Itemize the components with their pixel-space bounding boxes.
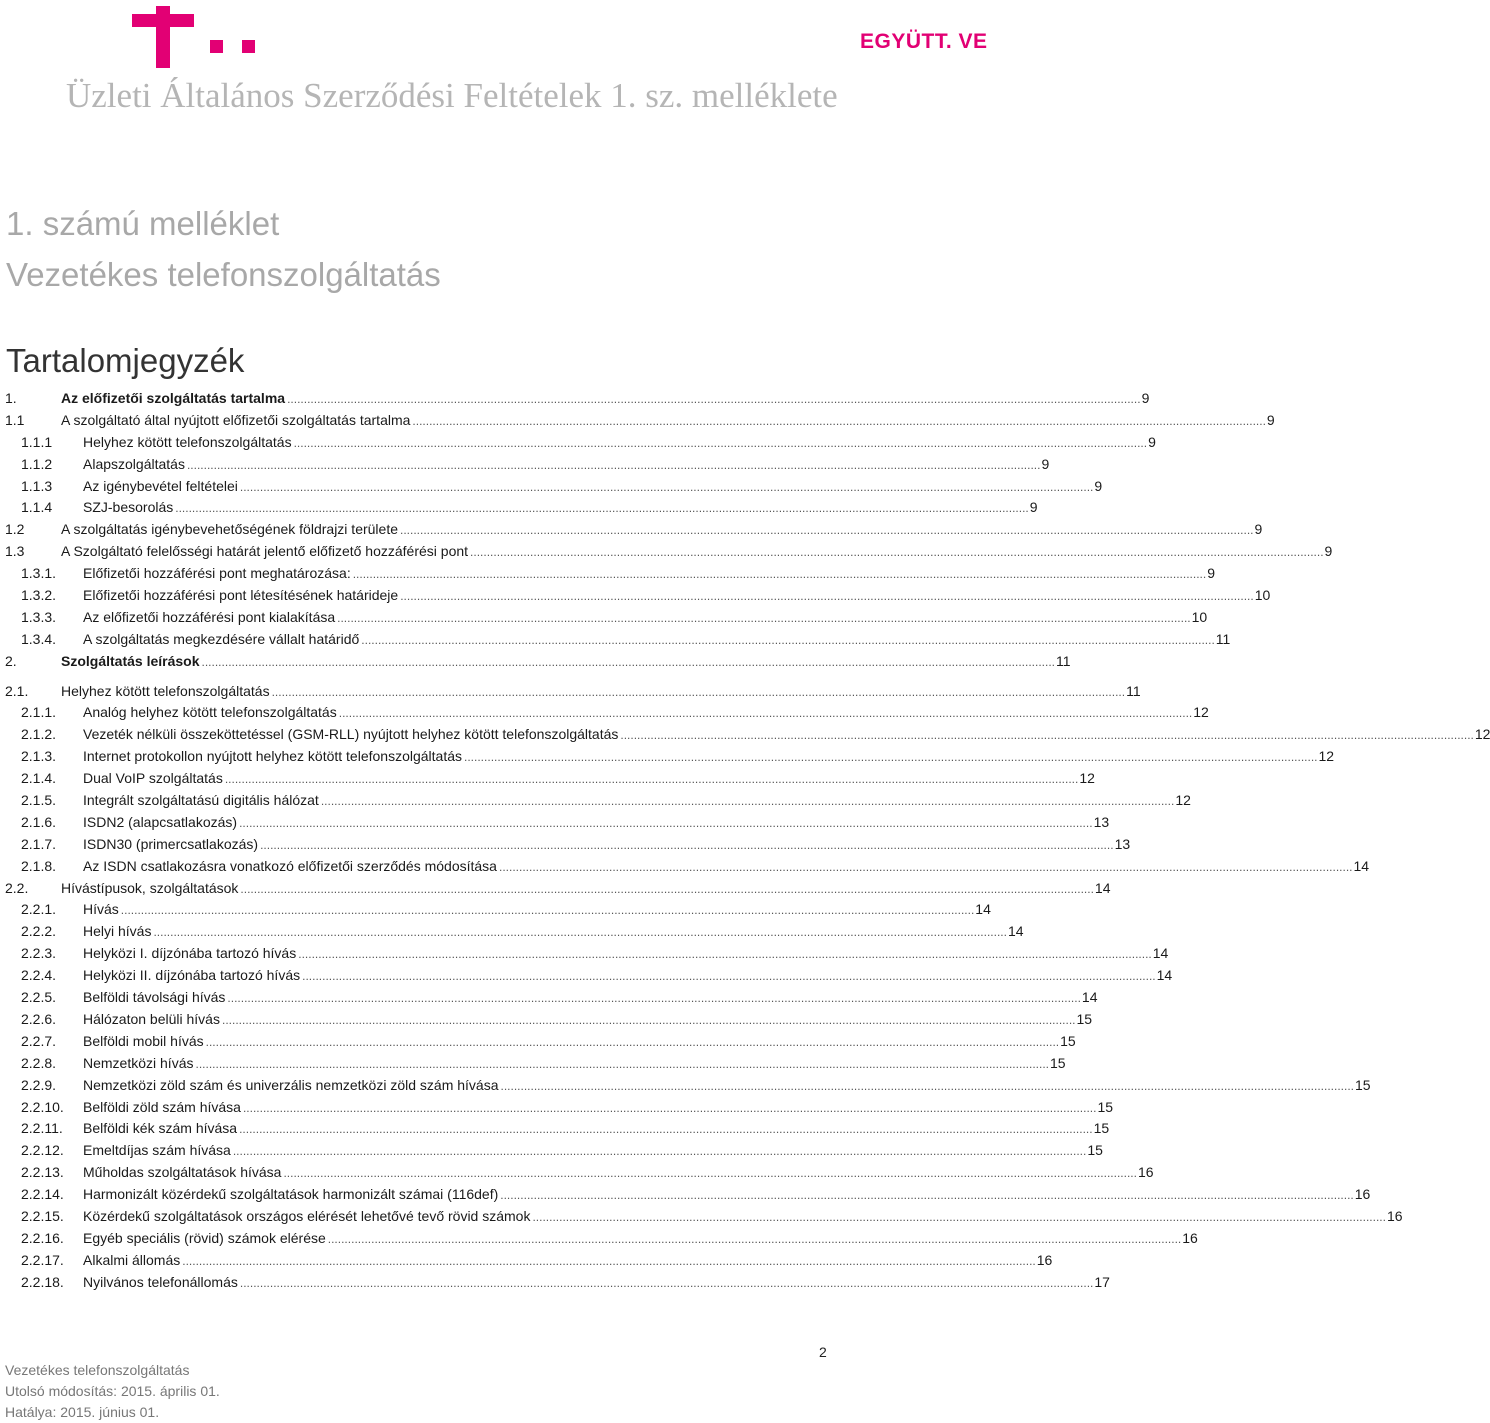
toc-entry-page: 16	[1182, 1229, 1198, 1246]
toc-entry-number: 1.3.4.	[21, 630, 57, 647]
toc-entry[interactable]	[5, 1184, 1371, 1206]
toc-entry-title: Internet protokollon nyújtott helyhez kötött telefonszolgáltatás	[83, 748, 463, 765]
toc-entry-title: Dual VoIP szolgáltatás	[83, 770, 223, 787]
annex-subject: Vezetékes telefonszolgáltatás	[6, 256, 441, 293]
toc-entry-title: Emeltdíjas szám hívása	[83, 1142, 231, 1159]
toc-entry-title: Helyi hívás	[83, 923, 152, 940]
toc-entry[interactable]	[5, 1162, 1154, 1184]
toc-leader-dots	[361, 630, 1215, 652]
toc-leader-dots	[206, 1032, 1060, 1054]
toc-leader-dots	[243, 1098, 1097, 1120]
toc-entry-number: 2.2.11.	[21, 1120, 63, 1137]
toc-leader-dots	[153, 922, 1007, 944]
toc-entry-number: 1.1.3	[21, 477, 53, 494]
toc-entry-title: Hálózaton belüli hívás	[83, 1010, 220, 1027]
toc-entry-title: Az előfizetői szolgáltatás tartalma	[61, 390, 286, 406]
footer-effective-date: Hatálya: 2015. június 01.	[5, 1404, 160, 1420]
toc-entry-number: 2.2.1.	[21, 901, 57, 918]
toc-entry-number: 2.2.6.	[21, 1010, 57, 1027]
toc-entry-page: 11	[1126, 682, 1141, 699]
toc-leader-dots	[240, 477, 1094, 499]
toc-leader-dots	[500, 1185, 1354, 1207]
toc-leader-dots	[240, 879, 1094, 901]
toc-entry[interactable]	[5, 432, 1156, 454]
toc-entry-page: 13	[1114, 835, 1131, 852]
toc-entry[interactable]	[5, 943, 1169, 965]
toc-entry-page: 14	[1007, 923, 1024, 940]
toc-entry-page: 12	[1175, 792, 1191, 809]
toc-leader-dots	[470, 542, 1324, 564]
toc-entry-number: 2.2.18.	[21, 1273, 64, 1290]
toc-entry-title: Belföldi távolsági hívás	[83, 989, 226, 1006]
toc-entry-page: 9	[1148, 433, 1156, 450]
toc-leader-dots	[239, 1119, 1093, 1141]
toc-entry-title: Hívástípusok, szolgáltatások	[61, 879, 239, 896]
toc-entry-number: 2.2.14.	[21, 1186, 64, 1203]
toc-entry-number: 2.2.7.	[21, 1032, 57, 1049]
toc-entry-title: Egyéb speciális (rövid) számok elérése	[83, 1229, 326, 1246]
toc-entry-page: 14	[1156, 967, 1173, 984]
toc-entry-page: 15	[1060, 1032, 1076, 1049]
toc-entry-number: 2.2.9.	[21, 1076, 57, 1093]
toc-leader-dots	[337, 608, 1191, 630]
toc-entry-page: 12	[1318, 748, 1335, 765]
toc-entry[interactable]	[5, 702, 1209, 724]
toc-entry[interactable]	[5, 1097, 1114, 1119]
toc-entry-title: Hívás	[83, 901, 119, 918]
toc-entry-title: A Szolgáltató felelősségi határát jelentő előfizető hozzáférési pont	[61, 543, 469, 560]
toc-leader-dots	[283, 1163, 1137, 1185]
toc-entry-title: Alapszolgáltatás	[83, 455, 185, 472]
toc-leader-dots	[321, 791, 1175, 813]
toc-entry-title: Az igénybevétel feltételei	[83, 477, 238, 494]
toc-entry-number: 2.2.4.	[21, 967, 57, 984]
toc-entry-page: 9	[1029, 499, 1038, 516]
toc-leader-dots	[532, 1207, 1386, 1229]
footer-last-modified: Utolsó módosítás: 2015. április 01.	[5, 1383, 220, 1399]
toc-leader-dots	[239, 813, 1093, 835]
toc-entry-page: 14	[1094, 879, 1111, 896]
toc-entry-page: 15	[1097, 1098, 1114, 1115]
toc-entry[interactable]	[5, 541, 1333, 563]
toc-entry-number: 2.2.12.	[21, 1142, 64, 1159]
toc-entry[interactable]	[5, 921, 1024, 943]
toc-entry-title: Előfizetői hozzáférési pont létesítésének határideje	[83, 587, 399, 604]
annex-heading	[6, 198, 441, 300]
toc-entry[interactable]	[5, 965, 1173, 987]
footer-service: Vezetékes telefonszolgáltatás	[5, 1362, 190, 1378]
toc-entry-page: 16	[1137, 1164, 1154, 1181]
footer	[5, 1360, 220, 1423]
toc-leader-dots	[412, 411, 1266, 433]
toc-entry-number: 2.2.5.	[21, 989, 57, 1006]
toc-leader-dots	[298, 944, 1152, 966]
toc-leader-dots	[328, 1229, 1182, 1251]
toc-leader-dots	[227, 988, 1081, 1010]
toc-entry[interactable]	[5, 651, 1071, 673]
toc-entry-number: 1.3.2.	[21, 587, 57, 604]
toc-entry[interactable]	[5, 1250, 1053, 1272]
toc-entry-page: 12	[1474, 726, 1490, 743]
toc-entry-number: 1.2	[5, 521, 25, 538]
toc-entry-title: A szolgáltatás igénybevehetőségének földrajzi területe	[61, 521, 398, 538]
toc-entry-page: 11	[1056, 652, 1071, 669]
toc-entry-number: 1.3.3.	[21, 608, 57, 625]
toc-leader-dots	[222, 1010, 1076, 1032]
document-title: Üzleti Általános Szerződési Feltételek 1. sz. melléklete	[66, 76, 838, 115]
toc-entry-number: 1.1	[5, 411, 25, 428]
toc-entry-number: 2.2.2.	[21, 923, 57, 940]
toc-leader-dots	[175, 498, 1029, 520]
toc-entry-title: Alkalmi állomás	[83, 1251, 181, 1268]
toc-entry[interactable]	[5, 1009, 1093, 1031]
page-number: 2	[819, 1344, 827, 1360]
toc-entry[interactable]	[5, 987, 1098, 1009]
toc-entry-page: 16	[1386, 1207, 1403, 1224]
toc-entry-page: 9	[1324, 543, 1333, 560]
toc-entry-page: 9	[1041, 455, 1050, 472]
toc-leader-dots	[240, 1273, 1094, 1295]
toc-leader-dots	[233, 1141, 1087, 1163]
annex-number: 1. számú melléklet	[6, 205, 280, 242]
toc-entry-title: Helyhez kötött telefonszolgáltatás	[83, 433, 292, 450]
toc-entry[interactable]	[5, 1053, 1066, 1075]
toc-entry[interactable]	[5, 724, 1490, 746]
toc-heading: Tartalomjegyzék	[6, 342, 245, 379]
toc-leader-dots	[339, 703, 1193, 725]
toc-leader-dots	[260, 835, 1114, 857]
toc-entry[interactable]	[5, 768, 1095, 790]
toc-entry-title: Szolgáltatás leírások	[61, 652, 200, 669]
toc-entry-page: 14	[1081, 989, 1098, 1006]
toc-entry[interactable]	[5, 629, 1231, 651]
toc-entry-number: 2.2.8.	[21, 1054, 57, 1071]
toc-leader-dots	[620, 725, 1474, 747]
toc-entry-page: 14	[1353, 857, 1370, 874]
toc-entry[interactable]	[5, 1140, 1103, 1162]
toc-entry-number: 1.3	[5, 543, 25, 560]
toc-leader-dots	[353, 564, 1207, 586]
toc-leader-dots	[121, 900, 975, 922]
toc-entry-title: Belföldi zöld szám hívása	[83, 1098, 241, 1115]
toc-entry[interactable]	[5, 1075, 1371, 1097]
toc-entry-page: 12	[1193, 704, 1209, 721]
toc-entry-number: 2.1.6.	[21, 813, 57, 830]
toc-entry-number: 2.2.15.	[21, 1207, 64, 1224]
toc-entry-title: Helyközi II. díjzónába tartozó hívás	[83, 967, 301, 984]
toc-entry-page: 14	[975, 901, 991, 918]
toc-entry-title: A szolgáltatás megkezdésére vállalt határidő	[83, 630, 360, 647]
toc-entry-page: 17	[1094, 1273, 1110, 1290]
toc-entry[interactable]	[5, 476, 1103, 498]
toc-entry-number: 2.2.16.	[21, 1229, 64, 1246]
table-of-contents	[5, 388, 1490, 1294]
toc-entry[interactable]	[5, 519, 1263, 541]
toc-entry-title: Műholdas szolgáltatások hívása	[83, 1164, 282, 1181]
toc-entry-title: Helyhez kötött telefonszolgáltatás	[61, 682, 270, 699]
toc-entry[interactable]	[5, 563, 1216, 585]
toc-entry-number: 2.1.2.	[21, 726, 57, 743]
toc-entry-title: Nemzetközi zöld szám és univerzális nemzetközi zöld szám hívása	[83, 1076, 499, 1093]
toc-entry-title: Az ISDN csatlakozásra vonatkozó előfizetői szerződés módosítása	[83, 857, 497, 874]
toc-entry-number: 2.2.13.	[21, 1164, 64, 1181]
toc-entry-title: Belföldi kék szám hívása	[83, 1120, 238, 1137]
toc-entry-page: 10	[1254, 587, 1271, 604]
toc-leader-dots	[302, 966, 1156, 988]
toc-entry-page: 9	[1254, 521, 1263, 538]
toc-entry-title: Helyközi I. díjzónába tartozó hívás	[83, 945, 297, 962]
toc-entry-title: Analóg helyhez kötött telefonszolgáltatás	[83, 704, 337, 721]
toc-entry-page: 9	[1094, 477, 1103, 494]
toc-entry-title: Harmonizált közérdekű szolgáltatások harmonizált számai (116def)	[83, 1186, 499, 1203]
toc-entry-number: 2.1.	[5, 682, 29, 699]
toc-entry[interactable]	[5, 1228, 1198, 1250]
toc-entry[interactable]	[5, 607, 1208, 629]
toc-entry-number: 2.2.10.	[21, 1098, 64, 1115]
toc-entry-page: 13	[1093, 813, 1110, 830]
toc-entry-number: 1.	[5, 390, 17, 406]
toc-entry-title: Nyilvános telefonállomás	[83, 1273, 238, 1290]
toc-entry-page: 15	[1087, 1142, 1103, 1159]
toc-entry[interactable]	[5, 812, 1110, 834]
toc-entry-page: 9	[1266, 411, 1275, 428]
toc-entry[interactable]	[5, 878, 1111, 900]
toc-entry-page: 9	[1141, 390, 1150, 406]
toc-entry-page: 15	[1355, 1076, 1371, 1093]
toc-entry-number: 2.1.8.	[21, 857, 57, 874]
toc-entry[interactable]	[5, 497, 1038, 519]
toc-entry-page: 10	[1191, 608, 1208, 625]
toc-entry-page: 14	[1152, 945, 1169, 962]
toc-entry-title: ISDN30 (primercsatlakozás)	[83, 835, 259, 852]
toc-leader-dots	[187, 455, 1041, 477]
toc-entry-number: 1.3.1.	[21, 565, 57, 582]
toc-leader-dots	[499, 857, 1353, 879]
toc-entry-page: 11	[1215, 630, 1231, 647]
toc-entry-title: Közérdekű szolgáltatások országos elérését lehetővé tevő rövid számok	[83, 1207, 531, 1224]
toc-entry-number: 2.1.7.	[21, 835, 57, 852]
toc-leader-dots	[400, 586, 1254, 608]
toc-entry-number: 2.1.3.	[21, 748, 57, 765]
toc-entry-number: 2.2.3.	[21, 945, 57, 962]
toc-entry-title: Nemzetközi hívás	[83, 1054, 194, 1071]
toc-entry-page: 16	[1036, 1251, 1053, 1268]
telekom-logo	[132, 6, 262, 68]
toc-leader-dots	[195, 1054, 1049, 1076]
toc-entry-number: 2.1.5.	[21, 792, 57, 809]
toc-leader-dots	[272, 682, 1126, 704]
toc-entry-page: 9	[1207, 565, 1216, 582]
toc-entry[interactable]	[5, 1118, 1110, 1140]
toc-leader-dots	[182, 1251, 1036, 1273]
toc-leader-dots	[294, 433, 1148, 455]
toc-leader-dots	[501, 1076, 1355, 1098]
toc-entry-number: 1.1.4	[21, 499, 53, 516]
toc-entry[interactable]	[5, 1206, 1403, 1228]
toc-leader-dots	[225, 769, 1079, 791]
toc-entry[interactable]	[5, 899, 991, 921]
toc-leader-dots	[400, 520, 1254, 542]
toc-entry[interactable]	[5, 1272, 1110, 1294]
toc-entry-number: 2.	[5, 652, 17, 669]
slogan: EGYÜTT. VE	[860, 30, 988, 53]
toc-entry-page: 15	[1076, 1010, 1093, 1027]
toc-entry[interactable]	[5, 1031, 1076, 1053]
toc-entry[interactable]	[5, 454, 1050, 476]
toc-entry-title: A szolgáltató által nyújtott előfizetői szolgáltatás tartalma	[61, 411, 411, 428]
toc-entry[interactable]	[5, 585, 1271, 607]
toc-entry-title: Vezeték nélküli összeköttetéssel (GSM-RLL) nyújtott helyhez kötött telefonszolgáltatás	[83, 726, 619, 743]
toc-entry-page: 15	[1093, 1120, 1110, 1137]
toc-entry-number: 2.1.4.	[21, 770, 57, 787]
toc-entry-title: ISDN2 (alapcsatlakozás)	[83, 813, 238, 830]
toc-entry-title: Előfizetői hozzáférési pont meghatározása:	[83, 565, 351, 582]
toc-entry-number: 2.2.17.	[21, 1251, 64, 1268]
toc-entry[interactable]	[5, 681, 1141, 703]
toc-entry-title: Az előfizetői hozzáférési pont kialakítása	[83, 608, 336, 625]
toc-entry-number: 2.1.1.	[21, 704, 57, 721]
toc-entry[interactable]	[5, 790, 1191, 812]
toc-leader-dots	[202, 652, 1056, 674]
toc-entry[interactable]	[5, 856, 1370, 878]
toc-entry-page: 12	[1079, 770, 1095, 787]
toc-leader-dots	[464, 747, 1318, 769]
toc-entry[interactable]	[5, 746, 1335, 768]
toc-entry[interactable]	[5, 388, 1150, 410]
toc-entry[interactable]	[5, 410, 1275, 432]
toc-entry-number: 1.1.1	[21, 433, 53, 450]
toc-entry-number: 2.2.	[5, 879, 29, 896]
toc-entry-title: Integrált szolgáltatású digitális hálózat	[83, 792, 319, 809]
toc-entry-page: 15	[1049, 1054, 1066, 1071]
toc-entry-title: SZJ-besorolás	[83, 499, 174, 516]
toc-entry[interactable]	[5, 834, 1131, 856]
toc-leader-dots	[287, 389, 1141, 411]
toc-entry-number: 1.1.2	[21, 455, 53, 472]
toc-entry-page: 16	[1354, 1186, 1371, 1203]
toc-entry-title: Belföldi mobil hívás	[83, 1032, 204, 1049]
